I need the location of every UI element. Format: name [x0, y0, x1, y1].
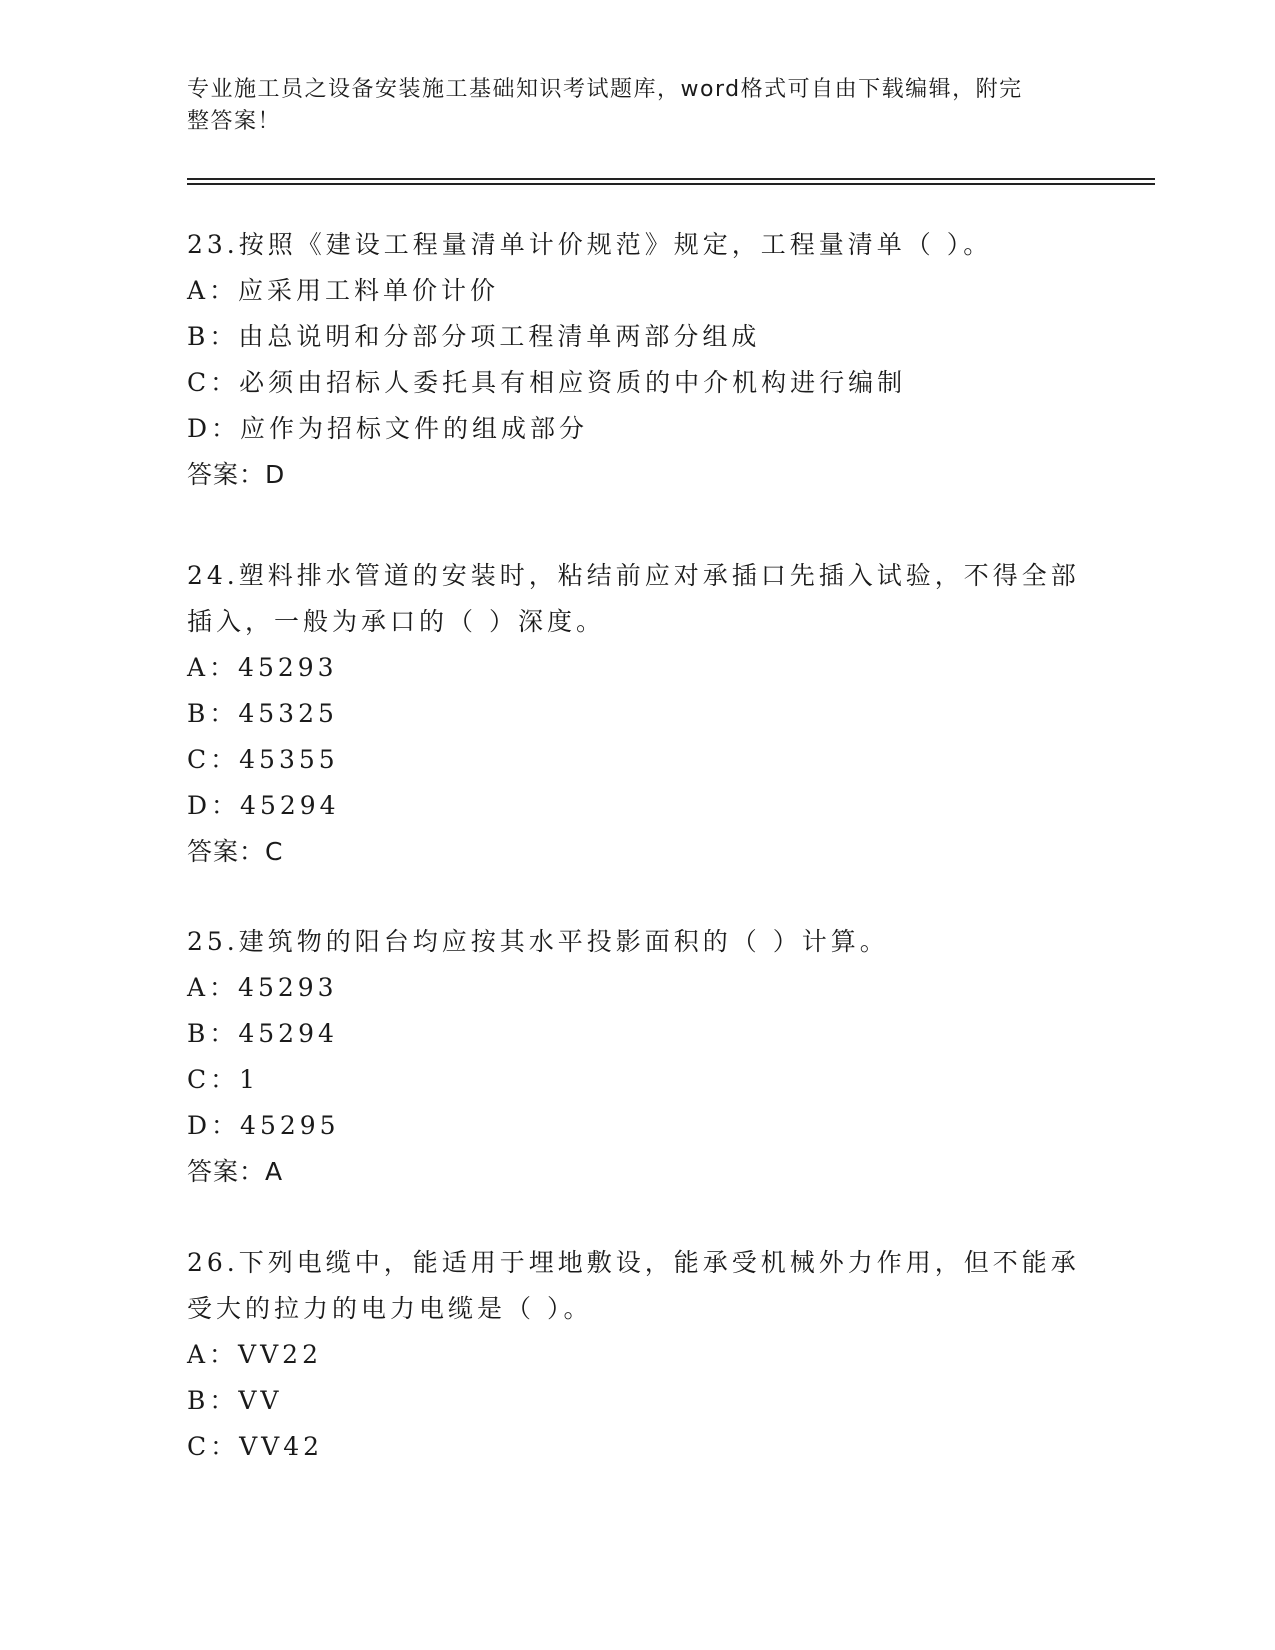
question-26 [187, 1240, 1087, 1470]
header-divider-top [187, 178, 1155, 180]
option-c: C：VV42 [187, 1432, 324, 1461]
document-header [187, 74, 1087, 138]
option-b: B：VV [187, 1386, 283, 1415]
option-d: D：应作为招标文件的组成部分 [187, 414, 589, 443]
option-c: C：45355 [187, 745, 339, 774]
question-stem: 23.按照《建设工程量清单计价规范》规定，工程量清单（ ）。 [187, 230, 993, 259]
option-a: A：45293 [187, 973, 338, 1002]
option-d: D：45295 [187, 1111, 340, 1140]
option-b: B：由总说明和分部分项工程清单两部分组成 [187, 322, 761, 351]
answer: 答案：C [187, 837, 284, 866]
question-25 [187, 919, 1087, 1195]
question-stem: 25.建筑物的阳台均应按其水平投影面积的（ ）计算。 [187, 927, 889, 956]
question-stem: 26.下列电缆中，能适用于埋地敷设，能承受机械外力作用，但不能承 [187, 1248, 1080, 1277]
question-23 [187, 222, 1087, 498]
option-a: A：45293 [187, 653, 338, 682]
option-d: D：45294 [187, 791, 340, 820]
option-a: A：VV22 [187, 1340, 322, 1369]
question-stem-continued: 插入，一般为承口的（ ）深度。 [187, 607, 605, 636]
header-line-1: 专业施工员之设备安装施工基础知识考试题库，word格式可自由下载编辑，附完 [187, 77, 1023, 102]
header-divider-bottom [187, 183, 1155, 185]
option-c: C：1 [187, 1065, 260, 1094]
option-b: B：45325 [187, 699, 338, 728]
answer: 答案：D [187, 460, 286, 489]
answer: 答案：A [187, 1157, 284, 1186]
question-stem: 24.塑料排水管道的安装时，粘结前应对承插口先插入试验，不得全部 [187, 561, 1080, 590]
option-b: B：45294 [187, 1019, 338, 1048]
question-stem-continued: 受大的拉力的电力电缆是（ ）。 [187, 1294, 593, 1323]
option-c: C：必须由招标人委托具有相应资质的中介机构进行编制 [187, 368, 907, 397]
option-a: A：应采用工料单价计价 [187, 276, 500, 305]
header-line-2: 整答案！ [187, 109, 282, 134]
question-24 [187, 553, 1087, 875]
